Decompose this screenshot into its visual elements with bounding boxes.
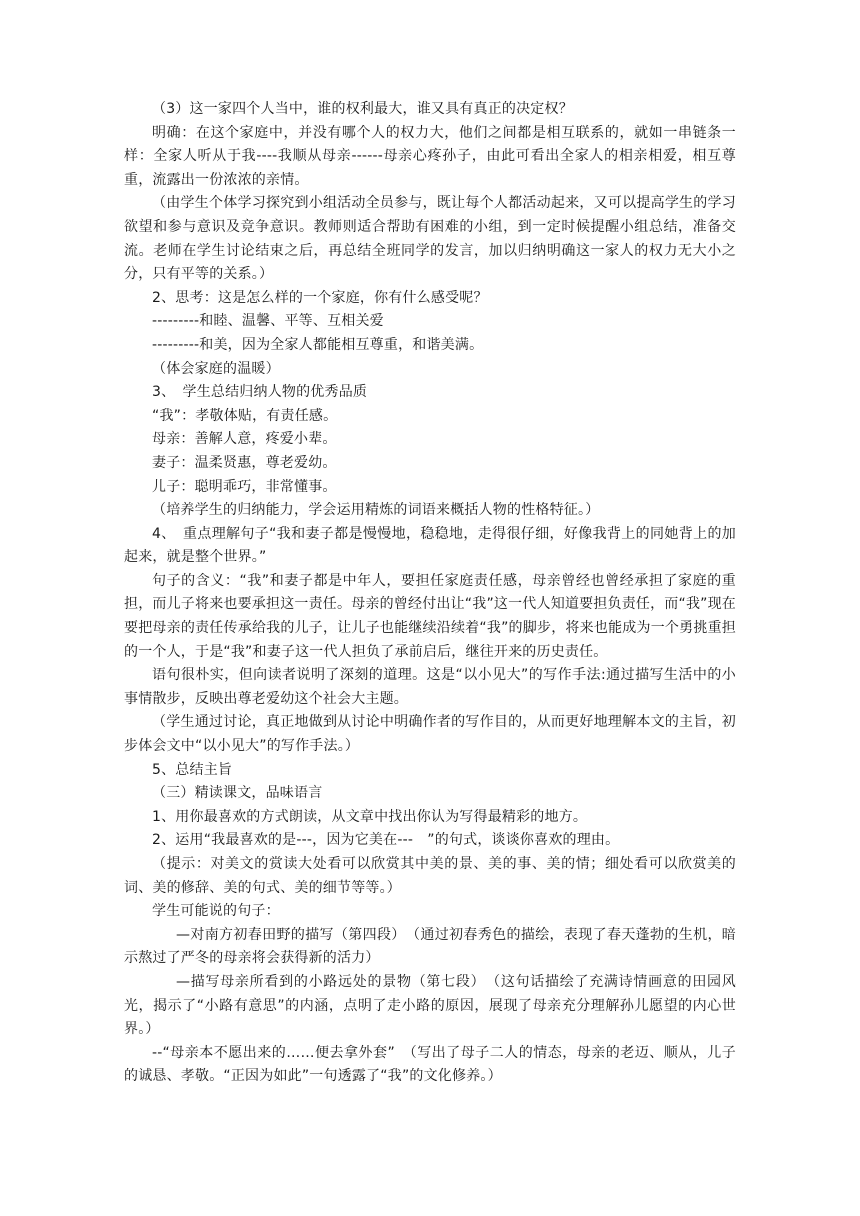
paragraph: ---------和美，因为全家人都能相互尊重，和谐美满。 xyxy=(152,336,484,353)
paragraph: ---------和睦、温馨、平等、互相关爱 xyxy=(152,313,384,330)
paragraph: —描写母亲所看到的小路远处的景物（第七段） （这句话描绘了充满诗情画意的田园风光，揭示了“小路有意思”的内涵，点明了走小路的原因，展现了母亲充分理解孙儿愿望的内心世界。） xyxy=(124,973,736,1038)
paragraph: 4、 重点理解句子“我和妻子都是慢慢地，稳稳地，走得很仔细，好像我背上的同她背上的加起来，就是整个世界。” xyxy=(124,525,736,566)
paragraph: “我”：孝敬体贴，有责任感。 xyxy=(152,407,338,424)
paragraph: —对南方初春田野的描写（第四段） （通过初春秀色的描绘，表现了春天蓬勃的生机，暗示熬过了严冬的母亲将会获得新的活力） xyxy=(124,926,736,967)
document-body xyxy=(124,98,736,1089)
paragraph: 学生可能说的句子： xyxy=(152,903,280,920)
paragraph: --“母亲本不愿出来的……便去拿外套” （写出了母子二人的情态，母亲的老迈、顺从，儿子的诚恳、孝敬。“正因为如此”一句透露了“我”的文化修养。） xyxy=(124,1044,736,1085)
paragraph: 母亲：善解人意，疼爱小辈。 xyxy=(152,431,337,448)
paragraph: 5、总结主旨 xyxy=(152,761,233,778)
paragraph: 语句很朴实，但向读者说明了深刻的道理。这是“以小见大”的写作手法:通过描写生活中的小事情散步，反映出尊老爱幼这个社会大主题。 xyxy=(124,667,736,707)
paragraph: 妻子：温柔贤惠，尊老爱幼。 xyxy=(152,454,337,471)
paragraph: 1、用你最喜欢的方式朗读，从文章中找出你认为写得最精彩的地方。 xyxy=(152,808,588,825)
paragraph: 2、运用“我最喜欢的是---，因为它美在--- ”的句式，谈谈你喜欢的理由。 xyxy=(152,832,620,849)
paragraph: （3）这一家四个人当中，谁的权利最大，谁又具有真正的决定权？ xyxy=(152,101,573,117)
paragraph: 明确：在这个家庭中，并没有哪个人的权力大，他们之间都是相互联系的，就如一串链条一样：全家人听从于我----我顺从母亲------母亲心疼孙子，由此可看出全家人的相亲相爱，相互尊重，流露出一份浓浓的亲情。 xyxy=(124,124,736,188)
paragraph: 儿子：聪明乖巧，非常懂事。 xyxy=(152,478,337,495)
paragraph: 3、 学生总结归纳人物的优秀品质 xyxy=(152,384,368,401)
paragraph: 2、思考：这是怎么样的一个家庭，你有什么感受呢？ xyxy=(152,289,488,306)
paragraph: （三）精读课文，品味语言 xyxy=(152,785,323,802)
paragraph: （体会家庭的温暖） xyxy=(152,360,280,377)
paragraph: （由学生个体学习探究到小组活动全员参与，既让每个人都活动起来，又可以提高学生的学习欲望和参与意识及竞争意识。教师则适合帮助有困难的小组，到一定时候提醒小组总结，准备交流。老师在学生讨论结束之后，再总结全班同学的发言，加以归纳明确这一家人的权力无大小之分，只有平等的关系。） xyxy=(124,195,736,283)
paragraph: （提示：对美文的赏读大处看可以欣赏其中美的景、美的事、美的情；细处看可以欣赏美的词、美的修辞、美的句式、美的细节等等。） xyxy=(124,856,736,896)
paragraph: （培养学生的归纳能力，学会运用精炼的词语来概括人物的性格特征。） xyxy=(152,502,600,519)
paragraph: （学生通过讨论，真正地做到从讨论中明确作者的写作目的，从而更好地理解本文的主旨，初步体会文中“以小见大”的写作手法。） xyxy=(124,714,736,755)
paragraph: 句子的含义：“我”和妻子都是中年人，要担任家庭责任感，母亲曾经也曾经承担了家庭的重担，而儿子将来也要承担这一责任。母亲的曾经付出让“我”这一代人知道要担负责任，而“我”现在要把母亲的责任传承给我的儿子，让儿子也能继续沿续着“我”的脚步，将来也能成为一个勇挑重担的一个人，于是“我”和妻子这一代人担负了承前启后，继往开来的历史责任。 xyxy=(124,572,737,660)
